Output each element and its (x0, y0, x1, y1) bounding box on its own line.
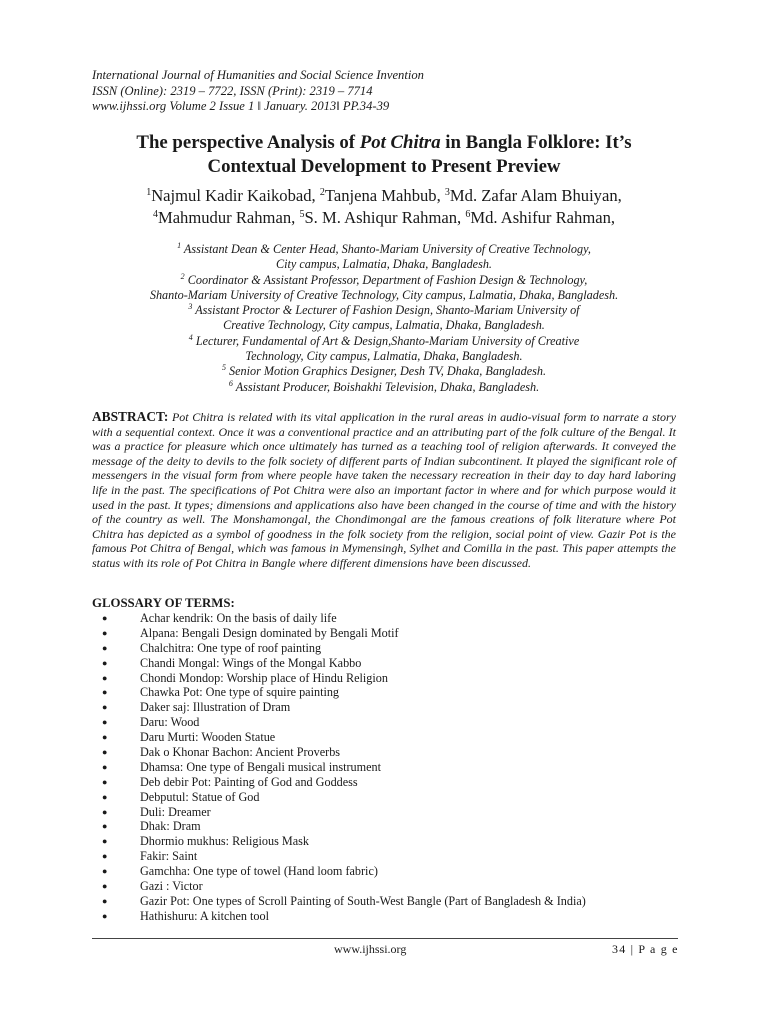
bullet-icon: ● (102, 881, 108, 892)
bullet-icon: ● (102, 657, 108, 668)
bullet-icon: ● (102, 672, 108, 683)
bullet-icon: ● (102, 627, 108, 638)
journal-issn: ISSN (Online): 2319 – 7722, ISSN (Print): 2319 – 7714 (92, 83, 373, 98)
affiliation-sup: 1 (177, 241, 182, 250)
author-line-1 (60, 185, 708, 207)
author-list (60, 185, 708, 228)
title-part-1: The perspective Analysis of (136, 132, 360, 153)
footer-url: www.ijhssi.org (334, 942, 407, 956)
bullet-icon: ● (102, 791, 108, 802)
bullet-icon: ● (102, 687, 108, 698)
glossary-heading: GLOSSARY OF TERMS: (92, 596, 235, 610)
affiliation-text: Senior Motion Graphics Designer, Desh TV, Dhaka, Bangladesh. (225, 364, 546, 379)
glossary-term: Alpana: Bengali Design dominated by Bengali Motif (140, 625, 399, 640)
glossary-term: Chandi Mongal: Wings of the Mongal Kabbo (140, 655, 362, 670)
glossary-term: Gamchha: One type of towel (Hand loom fabric) (140, 864, 378, 879)
author-name: Tanjena Mahbub, (324, 186, 445, 205)
title-italic: Pot Chitra (359, 132, 441, 153)
bullet-icon: ● (102, 836, 108, 847)
bullet-icon: ● (102, 717, 108, 728)
affiliation-sup: 4 (188, 332, 193, 342)
bullet-icon: ● (102, 613, 108, 623)
glossary-term: Chondi Mondop: Worship place of Hindu Religion (140, 670, 388, 685)
bullet-icon: ● (102, 776, 108, 787)
bullet-icon: ● (102, 702, 108, 713)
affiliation-4-cont: Technology, City campus, Lalmatia, Dhaka, Bangladesh. (245, 349, 523, 364)
journal-header (92, 68, 692, 115)
affiliation-2-cont: Shanto-Mariam University of Creative Technology, City campus, Lalmatia, Dhaka, Bangladesh. (149, 287, 619, 302)
bullet-icon: ● (102, 761, 108, 772)
bullet-icon: ● (102, 851, 108, 862)
glossary-term: Deb debir Pot: Painting of God and Goddess (140, 774, 358, 789)
footer-divider (92, 938, 678, 939)
affiliation-sup: 3 (188, 302, 193, 312)
affiliation-3-cont: Creative Technology, City campus, Lalmatia, Dhaka, Bangladesh. (223, 318, 545, 333)
glossary-term: Achar kendrik: On the basis of daily life (140, 611, 337, 625)
bullet-icon: ● (102, 806, 108, 817)
title-line-2: Contextual Development to Present Preview (207, 156, 561, 177)
affiliation-3 (60, 303, 708, 318)
affiliation-sup: 6 (228, 378, 233, 388)
title-part-2: in Bangla Folklore: It’s (440, 132, 632, 153)
affiliation-sup: 5 (221, 363, 226, 373)
author-name: Md. Zafar Alam Bhuiyan, (449, 186, 622, 205)
journal-name: International Journal of Humanities and Social Science Invention (92, 68, 424, 82)
author-name: S. M. Ashiqur Rahman, (304, 207, 466, 227)
glossary-term: Daru Murti: Wooden Statue (140, 730, 276, 745)
author-name: Md. Ashifur Rahman, (470, 207, 616, 227)
bullet-icon: ● (102, 866, 108, 877)
bullet-icon: ● (102, 910, 108, 921)
glossary-term: Hathishuru: A kitchen tool (140, 908, 269, 923)
bullet-icon: ● (102, 642, 108, 653)
author-sup: 4 (152, 208, 158, 220)
glossary-term: Chawka Pot: One type of squire painting (140, 685, 340, 700)
glossary-term: Dhormio mukhus: Religious Mask (140, 834, 309, 849)
bullet-icon: ● (102, 732, 108, 743)
affiliation-text: Assistant Producer, Boishakhi Television, Dhaka, Bangladesh. (232, 379, 540, 394)
journal-volume: www.ijhssi.org Volume 2 Issue 1 ǁ January. 2013ǁ PP.34-39 (92, 99, 390, 114)
affiliation-2 (60, 273, 708, 288)
glossary-term: Daker saj: Illustration of Dram (140, 700, 291, 715)
affiliation-text: Lecturer, Fundamental of Art & Design,Shanto-Mariam University of Creative (192, 333, 580, 348)
glossary-term: Debputul: Statue of God (140, 789, 260, 804)
glossary-term: Duli: Dreamer (140, 804, 211, 819)
affiliation-1-cont: City campus, Lalmatia, Dhaka, Bangladesh. (276, 257, 492, 272)
author-sup: 2 (319, 187, 325, 198)
bullet-icon: ● (102, 747, 108, 758)
author-line-2 (60, 207, 708, 229)
abstract (92, 410, 676, 571)
affiliation-1 (60, 242, 708, 257)
author-name: Najmul Kadir Kaikobad, (151, 186, 320, 205)
affiliation-text: Assistant Dean & Center Head, Shanto-Mariam University of Creative Technology, (181, 242, 591, 256)
author-sup: 1 (146, 187, 152, 198)
glossary-term: Dak o Khonar Bachon: Ancient Proverbs (140, 745, 341, 760)
affiliation-sup: 2 (180, 271, 185, 281)
author-sup: 5 (299, 208, 305, 220)
glossary-term: Dhamsa: One type of Bengali musical instrument (140, 759, 381, 774)
author-sup: 3 (444, 187, 450, 198)
affiliations (60, 242, 708, 395)
author-sup: 6 (465, 208, 471, 220)
affiliation-5 (60, 364, 708, 379)
bullet-icon: ● (102, 821, 108, 832)
paper-title (60, 131, 708, 179)
glossary-term: Chalchitra: One type of roof painting (140, 640, 322, 655)
affiliation-text: Coordinator & Assistant Professor, Department of Fashion Design & Technology, (184, 272, 588, 287)
glossary-term: Fakir: Saint (140, 849, 198, 864)
page-number: 34 | P a g e (612, 942, 679, 956)
affiliation-6 (60, 380, 708, 395)
bullet-icon: ● (102, 895, 108, 906)
abstract-label: ABSTRACT: (92, 409, 169, 424)
abstract-text: Pot Chitra is related with its vital application in the rural areas in audio-visual form to narrate a story with a sequential context. Once it was a conventional practice and an attributing part of the folk culture of the Bengal. It was a practice for pleasure which once ultimately has turned as a teaching tool of religion afterwards. It conveyed the message of the deity to devils to the folk society of different parts of Indian subcontinent. It played the significant role of messengers in the visual form from where people have taken the necessary recreation in their day to day hard laboring life in the past. The specifications of Pot Chitra were also an important factor in where and for which purpose would it used in the past. It types; dimensions and applications also have been changed in the course of time and with the history of the country as well. The Monshamongal, the Chondimongal are the famous creations of folk literature where Pot Chitra has depicted as a symbol of goodness in the folk society from the religion, social point of view. Gazir Pot is the famous Pot Chitra of Bengal, which was famous in Mymensingh, Sylhet and Comilla in the past. This paper attempts the status with its role of Pot Chitra in Bangle where different dimensions have been discussed. (92, 410, 676, 570)
glossary-term: Daru: Wood (140, 715, 200, 730)
affiliation-4 (60, 334, 708, 349)
glossary-term: Dhak: Dram (140, 819, 201, 834)
affiliation-text: Assistant Proctor & Lecturer of Fashion Design, Shanto-Mariam University of (192, 303, 580, 318)
glossary-term: Gazir Pot: One types of Scroll Painting of South-West Bangle (Part of Bangladesh & India) (140, 893, 586, 908)
author-name: Mahmudur Rahman, (157, 207, 300, 227)
glossary-term: Gazi : Victor (140, 879, 203, 894)
